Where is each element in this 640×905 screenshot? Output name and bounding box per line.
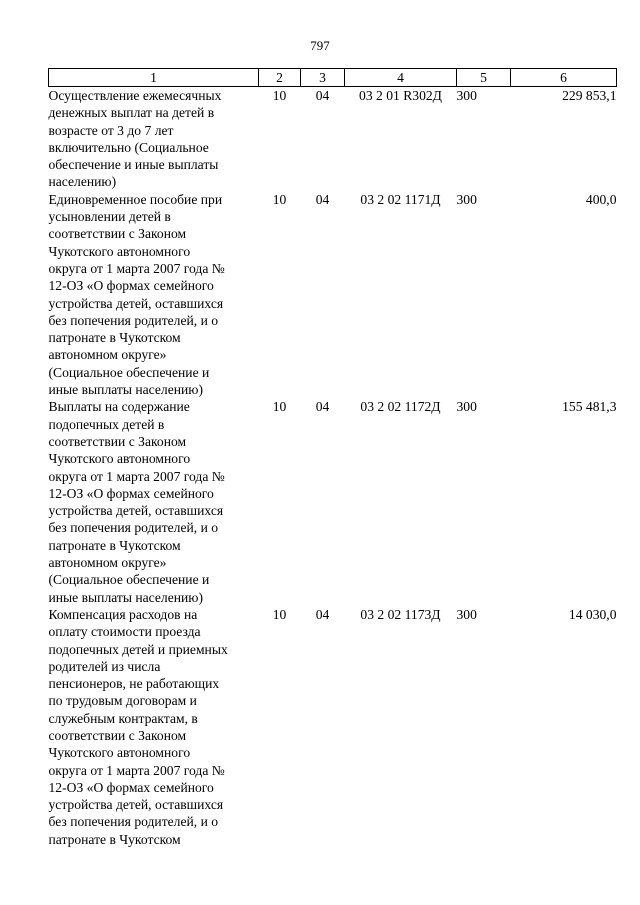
row-section: 10 [272, 191, 287, 207]
description-line: патронате в Чукотском [48, 537, 181, 553]
description-line: оплату стоимости проезда [48, 624, 201, 640]
description-line: округа от 1 марта 2007 года № [48, 468, 225, 484]
description-line: обеспечение и иные выплаты [48, 157, 219, 173]
description-line: включительно (Социальное [48, 139, 209, 155]
row-description [49, 398, 259, 606]
description-line: 12-ОЗ «О формах семейного [48, 485, 214, 501]
description-line: возрасте от 3 до 7 лет [48, 122, 174, 138]
description-line: Компенсация расходов на [48, 606, 198, 622]
description-line: подопечных детей в [48, 416, 165, 432]
description-line: соответствии с Законом [48, 727, 187, 743]
description-line: без попечения родителей, и о [48, 520, 219, 536]
row-subsection: 04 [315, 191, 330, 207]
description-line: 12-ОЗ «О формах семейного [48, 278, 214, 294]
column-header-target-article: 4 [345, 69, 457, 87]
table-row [49, 606, 617, 848]
description-line: автономном округе» [48, 555, 167, 571]
description-line: соответствии с Законом [48, 226, 187, 242]
row-amount: 229 853,1 [562, 88, 617, 103]
description-line: иные выплаты населению) [48, 589, 203, 605]
page-number: 797 [310, 38, 330, 53]
description-line: пенсионеров, не работающих [48, 676, 220, 692]
column-header-subsection: 3 [301, 69, 345, 87]
description-line: (Социальное обеспечение и [48, 364, 210, 380]
table-header-row [49, 69, 617, 87]
row-description [49, 87, 259, 191]
table-row [49, 398, 617, 606]
description-line: устройства детей, оставшихся [48, 503, 224, 519]
description-line: округа от 1 марта 2007 года № [48, 260, 225, 276]
row-description [49, 606, 259, 848]
description-line: (Социальное обеспечение и [48, 572, 210, 588]
description-line: иные выплаты населению) [48, 382, 203, 398]
description-line: по трудовым договорам и [48, 693, 197, 709]
row-target-article: 03 2 02 1173Д [360, 606, 441, 622]
row-subsection: 04 [315, 606, 330, 622]
row-target-article: 03 2 02 1172Д [360, 399, 441, 415]
row-target-article: 03 2 01 R302Д [359, 88, 442, 103]
row-section: 10 [272, 606, 287, 622]
description-line: родителей из числа [48, 658, 161, 674]
row-subsection: 04 [315, 399, 330, 415]
description-line: патронате в Чукотском [48, 831, 181, 847]
description-line: без попечения родителей, и о [48, 814, 219, 830]
table-row [49, 191, 617, 399]
description-line: Чукотского автономного [48, 243, 191, 259]
description-line: денежных выплат на детей в [48, 105, 215, 121]
description-line: служебным контрактам, в [48, 710, 198, 726]
column-header-section: 2 [259, 69, 301, 87]
row-section: 10 [272, 399, 287, 415]
row-expense-type: 300 [456, 606, 477, 622]
row-target-article: 03 2 02 1171Д [360, 191, 441, 207]
description-line: устройства детей, оставшихся [48, 295, 224, 311]
row-amount: 400,0 [585, 191, 617, 207]
row-expense-type: 300 [456, 399, 477, 415]
description-line: населению) [48, 174, 117, 190]
description-line: устройства детей, оставшихся [48, 797, 224, 813]
budget-table [48, 68, 617, 848]
row-subsection: 04 [315, 88, 330, 103]
description-line: Чукотского автономного [48, 745, 191, 761]
description-line: автономном округе» [48, 347, 167, 363]
column-header-expense-type: 5 [457, 69, 511, 87]
description-line: 12-ОЗ «О формах семейного [48, 779, 214, 795]
column-header-description: 1 [49, 69, 259, 87]
row-expense-type: 300 [456, 88, 477, 103]
description-line: Осуществление ежемесячных [48, 88, 222, 103]
description-line: соответствии с Законом [48, 433, 187, 449]
description-line: Выплаты на содержание [48, 399, 190, 415]
row-amount: 155 481,3 [562, 399, 617, 415]
description-line: Единовременное пособие при [48, 191, 223, 207]
row-section: 10 [272, 88, 287, 103]
description-line: патронате в Чукотском [48, 330, 181, 346]
row-expense-type: 300 [456, 191, 477, 207]
row-description [49, 191, 259, 399]
description-line: Чукотского автономного [48, 451, 191, 467]
column-header-amount: 6 [511, 69, 617, 87]
description-line: округа от 1 марта 2007 года № [48, 762, 225, 778]
description-line: без попечения родителей, и о [48, 312, 219, 328]
description-line: усыновлении детей в [48, 209, 171, 225]
table-row [49, 87, 617, 191]
row-amount: 14 030,0 [568, 606, 617, 622]
description-line: подопечных детей и приемных [48, 641, 228, 657]
